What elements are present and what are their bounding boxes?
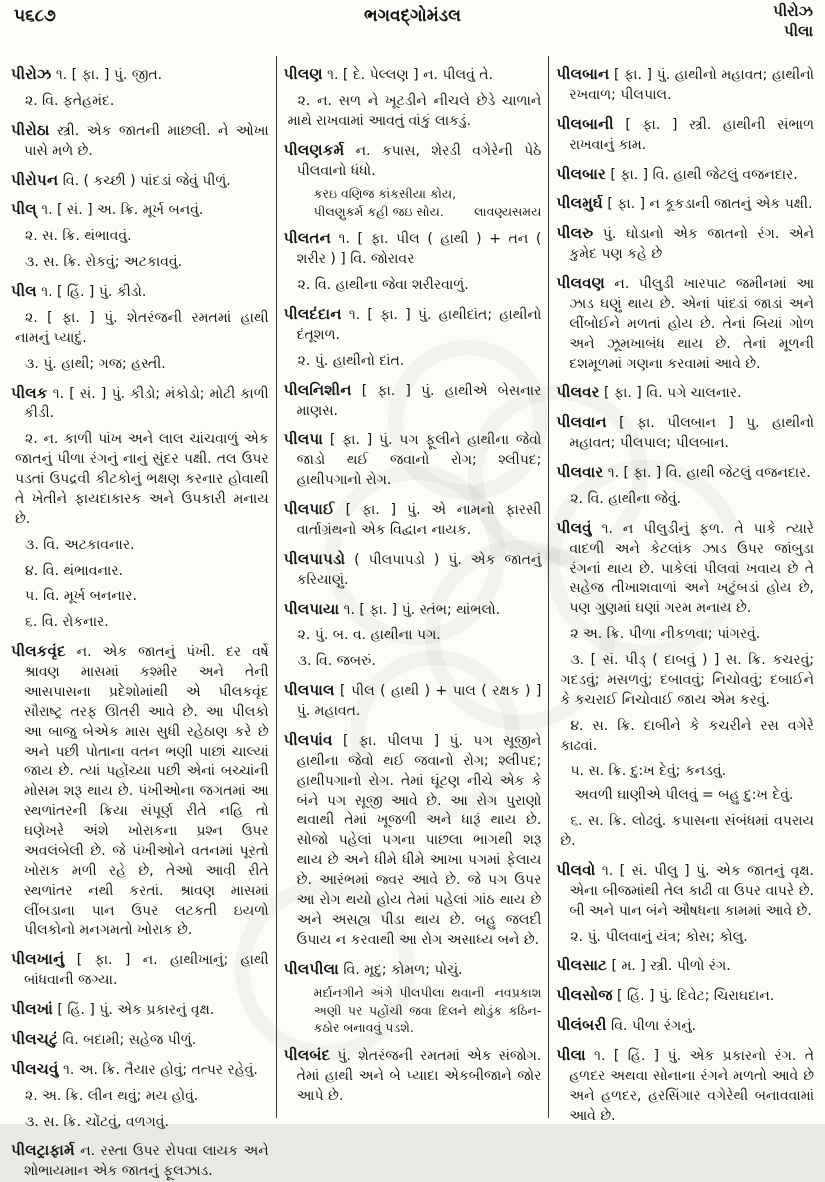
headword: પીલણકર્મ [283,140,345,159]
entry-sense: ૨. વિ. ફતેહમંદ. [25,92,115,109]
entry-sense: ૫. સ. ક્રિ. દુ:ખ દેવું; કનડવું. [570,763,727,780]
headword: પીલમુર્ઘ [556,194,603,213]
dictionary-entry: પીલપાયા ૧. [ ફા. ] પું. સ્તંભ; થાંભલો. [283,599,501,618]
entry-sense: ૩. સ. ક્રિ. ચોંટવું, વળગવું. [25,1113,169,1130]
dictionary-entry: પીલબાન [ ફા. ] પું. હાથીનો મહાવત; હાથીનો રખવાળ; પીલપાલ. [556,65,815,103]
dictionary-entry: પીલદંદાન ૧. [ ફા. ] પું. હાથીદાંત; હાથીનો દંતૂશળ. [283,305,542,343]
entry-sense: ૩. વિ. જબરું. [297,653,376,670]
headword: પીલા [556,1046,586,1064]
headword: પીલ્ [11,200,37,219]
dictionary-entry: પીલવણ ન. પીલુડી ખારપાટ જમીનમાં આ ઝાડ ઘણું થાય છે. એનાં પાંદડાં જાડાં અને લીંબોઈને મળતાં હોય છે. તેનાં બિયાં ગોળ અને ઝૂમખાબંધ થાય છે. તેનાં મૂળની દશમૂળમાં ગણના કરવામાં આવે છે. [556,274,815,372]
dictionary-entry: પીલસોજ [ હિં. ] પું. દિવેટ; ચિરાઘદાન. [556,986,775,1005]
entry-sense: ૨. ન. સળ ને ખૂટડીને નીચલે છેડે ચાળાને માથે રાખવામાં આવતું વાંકું લાકડું. [287,92,542,129]
headword: પીલબાની [556,114,614,133]
headword: પીલપાલ [283,681,335,700]
dictionary-entry: પીલબંદ પું. શેતરંજની રમતમાં એક સંજોગ. તેમાં હાથી અને બે પ્યાદા એકબીજાને જોર આપે છે. [283,1045,542,1104]
headword: પીલસોજ [556,986,613,1005]
entry-sense: ૨. [ ફા. ] પું. શેતરંજની રમતમાં હાથી નામનું પ્યાદું. [15,309,269,346]
entry-sense: ૨. વિ. હાથીના જેવા શરીરવાળું. [297,277,469,294]
dictionary-entry: પીલમુર્ઘ [ ફા. ] ન કૂકડાની જાતનું એક પક્ષી. [556,194,813,213]
dictionary-entry: પીલ ૧. [ હિં. ] પું. કીડો. [11,282,147,300]
headword: પીલખાનું [11,950,65,969]
headword: પીલપાઈ [283,500,335,518]
entry-sense: ૨. પું. પીલવાનું યંત્ર; કોસ; કોલુ. [570,928,748,945]
entry-sense: ૨. ન. કાળી પાંખ અને લાલ ચાંચવાળું એક જાતનું પીળા રંગનું નાનું સુંદર પક્ષી. તલ ઉપર પડતાં ઉપદ્રવી કીટકોનું ભક્ષણ કરનાર હોવાથી તે ખેતીને ફાયદાકારક અને ઉપકારી મનાય છે. [15,431,269,527]
entry-sense: ૩. સ. ક્રિ. રોકવું; અટકાવવું. [25,254,183,271]
dictionary-entry: પીલવાર ૧. [ ફા. ] વિ. હાથી જેટલું વજનદાર. [556,463,811,481]
entry-sense: ૩. [ સં. પીડ્ ( દાબવું ) ] સ. ક્રિ. કચરવું; ગદડવું; મસળવું; દબાવવું; નિચોવવું; દબાઈને કે કચરાઈ નિચોવાઈ જાય એમ કરવું. [560,652,815,708]
headword: પીલતન [283,229,331,248]
dictionary-entry: પીલપા [ ફા. ] પું. પગ ફૂલીને હાથીના જેવો જાડો થઈ જવાનો રોગ; શ્લીપદ; હાથીપગાનો રોગ. [283,430,542,489]
page-number: ૫૬૮૭ [14,6,56,26]
dictionary-entry: પીલા ૧. [ હિં. ] પું. એક પ્રકારનો રંગ. તે હળદર અથવા સોનાના રંગને મળતો આવે છે અને હળદર, હરસિંગાર વગેરેથી બનાવવામાં આવે છે. [556,1046,815,1124]
dictionary-entry: પીલપાપડો ( પીલપાપડો ) પું. એક જાતનું કરિયાણું. [283,549,542,588]
dictionary-entry: પીલરુ પું. ઘોડાનો એક જાતનો રંગ. એને કુમેદ પણ કહે છે [556,224,815,263]
dictionary-entry: પીલખાનું [ ફા. ] ન. હાથીખાનું; હાથી બાંધવાની જગ્યા. [11,950,269,989]
headword: પીલસાટ [556,956,608,975]
headword: પીરોઝ [11,65,52,83]
dictionary-columns [4,56,821,1180]
dictionary-entry: પીલવો ૧. [ સં. પીલુ ] પું. એક જાતનું વૃક્ષ. એના બીજમાંથી તેલ કાઢી વા ઉપર વાપરે છે. બી અને પાન બંને ઔષધના કામમાં આવે છે. [556,860,815,919]
headword: પીલબાન [556,65,610,83]
dictionary-entry: પીલંબરી વિ. પીળા રંગનું. [556,1016,697,1035]
entry-sense: ૩. પું. હાથી; ગજ; હસ્તી. [25,355,166,372]
headword: પીલવો [556,860,596,879]
dictionary-entry: પીલસાટ [ મ. ] સ્ત્રી. પીળો રંગ. [556,956,731,975]
dictionary-entry: પીલણ ૧. [ દે. પેલ્લણ ] ન. પીલવું તે. [283,65,493,83]
dictionary-entry: પીલબાની [ ફા. ] સ્ત્રી. હાથીની સંભાળ રાખવાનું કામ. [556,114,815,153]
usage-note: અવળી ઘાણીએ પીલવું = બહુ દુ:ખ દેવું. [574,787,794,804]
dictionary-entry: પીલપાલ [ પીલ ( હાથી ) + પાલ ( રક્ષક ) ] પું. મહાવત. [283,681,542,719]
headword: પીલવાન [556,413,607,432]
dictionary-entry: પીલકવૃંદ ન. એક જાતનું પંખી. દર વર્ષે શ્રાવણ માસમાં કશ્મીર અને તેની આસપાસના પ્રદેશોમાંથી એ પીલકવૃંદ સૌરાષ્ટ્ર તરફ ઊતરી આવે છે. આ પીલકો આ બાજુ બેએક માસ સુધી રહેઠાણ કરે છે અને પછી પોતાના વતન ભણી પાછાં ચાલ્યાં જાય છે. ત્યાં પહોંચ્યા પછી એનાં બચ્ચાંની મોસમ શરૂ થાય છે. પંખીઓના જગતમાં આ સ્થળાંતરની ક્રિયા સંપૂર્ણ રીતે નહિ તો ઘણેખરે અંશે ખોરાકના પ્રશ્ન ઉપર અવલંબેલી છે. જે પંખીઓને વતનમાં પૂરતો ખોરાક મળી રહે છે, તેઓ આવી રીતે સ્થળાંતર નથી કરતાં. શ્રાવણ માસમાં લીંબડાના પાન ઉપર લટકતી ઇયળો પીલકોનો મનગમતો ખોરાક છે. [11,642,269,939]
citation-line: કરઇ વણિજ કાંકસીયા કોય, [313,186,457,202]
headword: પીલ [11,282,37,300]
headword: પીલપાપડો [283,549,346,568]
headword: પીલપીલા [283,959,339,978]
column-2 [277,56,549,1118]
column-1 [4,56,276,1180]
headword: પીલકવૃંદ [11,642,66,661]
column-3 [549,56,821,1124]
headword: પીલરુ [556,224,594,243]
entry-sense: ૪. સ. ક્રિ. દાબીને કે કચરીને રસ વગેરે કાઢવાં. [560,717,815,754]
entry-sense: ૨. અ. ક્રિ. લીન થવું; મય હોવું. [25,1087,199,1104]
citation-quote [314,185,542,220]
headword: પીલપાયા [283,599,340,618]
headword: પીલવર [556,383,600,402]
dictionary-entry: પીલપાંવ [ ફા. પીલપા ] પું. પગ સૂજીને હાથીના જેવો થઈ જવાનો રોગ; શ્લીપદ; હાથીપગાનો રોગ. તેમાં ઘૂંટણ નીચે એક કે બંને પગ સૂજી આવે છે. આ રોગ પુરાણો થવાથી તેમાં ખૂજળી અને ધારૂં થાય છે. સોજો પહેલાં પગના પાછલા ભાગથી શરૂ થાય છે અને ધીમે ધીમે આખા પગમાં ફેલાય છે. આરંભમાં જ્વર આવે છે. જે પગ ઉપર આ રોગ થયો હોય તેમાં પહેલાં ગાંઠ થાય છે અને અસહ્ય પીડા થાય છે. બહુ જલદી ઉપાય ન કરવાથી આ રોગ અસાધ્ય બને છે. [283,730,542,948]
entry-sense: ૨. પું. બ. વ. હાથીના પગ. [297,627,441,644]
headword: પીલવણ [556,274,605,292]
headword: પીલક [11,383,48,402]
dictionary-entry: પીરોપન વિ. ( કચ્છી ) પાંદડાં જેવું પીળું. [11,170,231,189]
dictionary-entry: પીલતન ૧. [ ફા. પીલ ( હાથી ) + તન ( શરીર ) ] વિ. જોરાવર [283,229,542,268]
entry-sense: ૬. વિ. રોકનાર. [25,614,109,631]
headword: પીલખાં [11,1000,53,1018]
page-header [0,0,825,56]
dictionary-entry: પીલબાર [ ફા. ] વિ. હાથી જેટલું વજનદાર. [556,164,798,183]
book-title: ભગવદ્ગોમંડલ [364,6,461,26]
citation-source: નવપ્રકાશ [494,985,542,1001]
citation-line: લાવણ્યસમય પીલણુકર્મ કહી જઇ સોય. [313,203,542,219]
headword: પીલવું [556,518,592,537]
dictionary-entry: પીરોઠા સ્ત્રી. એક જાતની માછલી. ને ઓખા પાસે મળે છે. [11,120,269,159]
dictionary-entry: પીલપાઈ [ ફા. ] પું. એ નામનો ફારસી વાર્તાગ્રંથનો એક વિદ્વાન નાયક. [283,500,542,538]
headword: પીલચટું [11,1029,58,1048]
dictionary-entry: પીલખાં [ હિં. ] પું. એક પ્રકારનું વૃક્ષ. [11,1000,215,1018]
entry-sense: ૨. સ. ક્રિ. થંભાવવું. [25,228,132,245]
headword: પીલંબરી [556,1016,607,1035]
dictionary-entry: પીલવું ૧. ન પીલુડીનું ફળ. તે પાકે ત્યારે વાદળી અને કેટલાંક ઝાડ ઉપર જાંબુડા રંગનાં થાય છે. પાકેલાં પીલવાં ખવાય છે તે સહેજ તીખાશવાળાં અને ખટુંબડાં હોય છે, પણ ગુણમાં ઘણાં ગરમ મનાય છે. [556,518,815,617]
entry-sense: ૩. વિ. અટકાવનાર. [25,536,135,553]
dictionary-entry: પીલપીલા વિ. મૃદુ; કોમળ; પોચું. [283,959,463,978]
dictionary-entry: પીલનિશીન [ ફા. ] પું. હાથીએ બેસનાર માણસ. [283,380,542,419]
dictionary-entry: પીલવાન [ ફા. પીલબાન ] પુ. હાથીનો મહાવત; પીલપાલ; પીલબાન. [556,413,815,452]
entry-sense: ૫. વિ. મૂર્ખ બનનાર. [25,588,137,605]
dictionary-entry: પીલચવું ૧. અ. ક્રિ. તૈયાર હોવું; તત્પર રહેવું. [11,1059,258,1078]
dictionary-entry: પીલવર [ ફા. ] વિ. પગે ચાલનાર. [556,383,742,402]
headword: પીરોપન [11,170,59,189]
citation-line: નવપ્રકાશ મર્દાનગીને અંગે પીલપીલા થવાની અણી પર પહોંચી જવા દિલને થોડુંક કઠિન-કઠોર બનાવવું પડશે. [313,985,542,1036]
entry-sense: ૨. પું. હાથીનો દાંત. [297,352,405,369]
dictionary-entry: પીલચટું વિ. બદામી; સહેજ પીળું. [11,1029,197,1048]
headword: પીલવાર [556,463,604,481]
headword: પીલપા [283,430,324,449]
guide-words [773,2,813,41]
guide-word-first: પીરોઝ [773,2,813,20]
headword: પીલપાંવ [283,730,333,749]
headword: પીલદંદાન [283,305,342,323]
citation-source: લાવણ્યસમય [474,203,542,219]
dictionary-entry: પીલ્ ૧. [ સં. ] અ. ક્રિ. મૂર્ખ બનવું. [11,200,204,219]
dictionary-entry: પીલણકર્મ ન. કપાસ, શેરડી વગેરેની પેઠે પીલવાનો ધંધો. [283,140,542,179]
entry-sense: ૨. વિ. હાથીના જેવું. [570,490,682,507]
dictionary-entry: પીરોઝ ૧. [ ફા. ] પું. જીત. [11,65,163,83]
headword: પીરોઠા [11,120,50,139]
guide-word-last: પીલા [783,21,813,40]
dictionary-entry: પીલક ૧. [ સં. ] પું. કીડો; મંકોડો; મોટી કાળી કીડી. [11,383,269,422]
headword: પીલનિશીન [283,380,352,399]
citation-quote [314,984,542,1037]
headword: પીલચવું [11,1059,59,1078]
dictionary-entry: પીલટ્રાફાર્મ ન. રસ્તા ઉપર રોપવા લાયક અને શોભાયમાન એક જાતનું ફૂલઝાડ. [11,1141,269,1180]
headword: પીલબાર [556,164,606,183]
headword: પીલટ્રાફાર્મ [11,1141,75,1160]
entry-sense: ૬. સ. ક્રિ. લોઢવું. કપાસના સંબંધમાં વપરાય છે. [560,813,815,849]
headword: પીલણ [283,65,323,83]
entry-sense: ૪. વિ. થંભાવનાર. [25,562,124,579]
headword: પીલબંદ [283,1045,331,1064]
entry-sense: ૨ અ. ક્રિ. પીળા નીકળવા; પાંગરવું. [570,626,761,643]
